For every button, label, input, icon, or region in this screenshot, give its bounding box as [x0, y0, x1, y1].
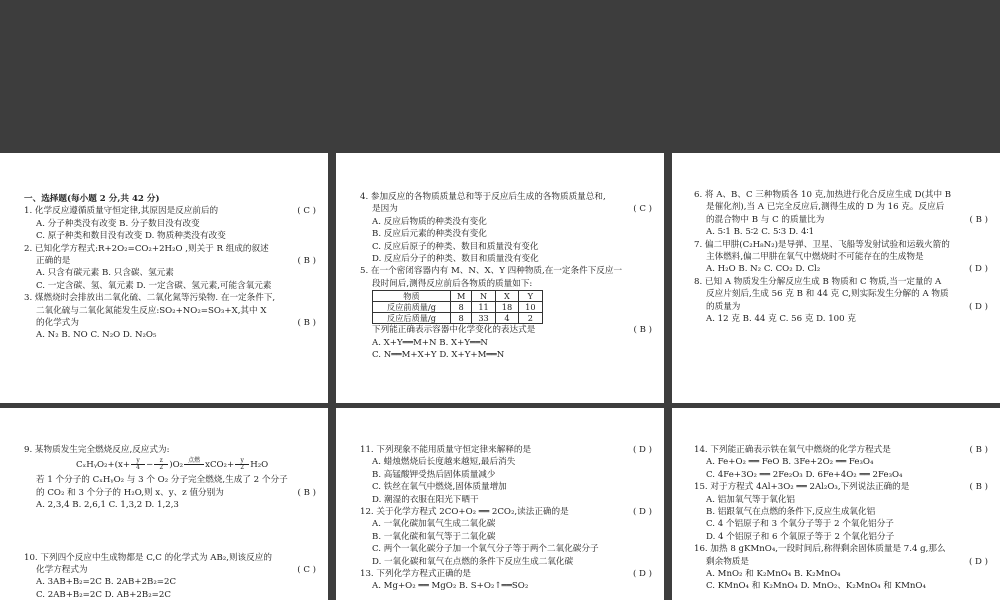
fraction-z-over-2: $\frac{z}{2}$ [154, 458, 168, 471]
question-text: 反应片刻后,生成 56 克 B 和 44 克 C,则实际发生分解的 A 物质 [706, 289, 949, 300]
question-text: A. Mg+O₂ ══ MgO₂ B. S+O₂↑══SO₂ [372, 581, 529, 592]
question-text: A. 只含有碳元素 B. 只含碳、氢元素 [36, 268, 174, 279]
table-cell: 反应前质量/g [373, 302, 451, 313]
p4b-line [24, 552, 316, 564]
p4b-line [24, 589, 316, 600]
p6-line [694, 469, 988, 481]
question-text: 16. 加热 8 gKMnO₄,一段时间后,称得剩余固体质量是 7.4 g,那么 [694, 544, 946, 555]
question-text: C. 2AB+B₂=2C D. AB+2B₂=2C [36, 589, 171, 600]
page-panel-1 [0, 153, 328, 403]
question-text: 3. 煤燃烧时会排放出二氧化硫、二氧化氮等污染物. 在一定条件下, [24, 293, 276, 304]
question-text: 11. 下列现象不能用质量守恒定律来解释的是 [360, 445, 532, 455]
p3-line [694, 189, 988, 201]
question-text: 12. 关于化学方程式 2CO+O₂ ══ 2CO₂,读法正确的是 [360, 507, 569, 518]
p3-line [694, 214, 988, 226]
p6-line [694, 444, 988, 456]
table-cell: Y [519, 291, 542, 302]
question-text: D. 潮湿的衣服在阳光下晒干 [372, 494, 479, 505]
answer-bracket: ( D ) [632, 445, 652, 455]
page-panel-3 [672, 153, 1000, 403]
question-text: A. 12 克 B. 44 克 C. 56 克 D. 100 克 [706, 314, 856, 325]
answer-bracket: ( C ) [297, 206, 316, 217]
question-text: 剩余物质是 [706, 556, 749, 567]
page-panel-6 [672, 408, 1000, 600]
question-text: 4. 参加反应的各物质质量总和等于反应后生成的各物质质量总和, [360, 192, 606, 202]
p6-line [694, 506, 988, 518]
question-text: 是因为 [372, 204, 398, 215]
question-text: 正确的是 [36, 256, 71, 267]
p1-line [24, 305, 316, 317]
p4-line [24, 487, 316, 499]
question-text: 14. 下列能正确表示铁在氧气中燃烧的化学方程式是 [694, 445, 891, 455]
section-heading: 一、选择题(每小题 2 分,共 42 分) [24, 194, 160, 204]
answer-bracket: ( D ) [632, 507, 652, 518]
table-cell: 反应后质量/g [373, 313, 451, 324]
p6-line [694, 531, 988, 543]
question-text: D. 4 个铝原子和 6 个氧原子等于 2 个氧化铝分子 [706, 531, 895, 542]
questions-11-13 [360, 444, 652, 593]
question-text: 13. 下列化学方程式正确的是 [360, 569, 471, 580]
question-text: 2. 已知化学方程式:R+2O₂=CO₂+2H₂O ,则关于 R 组成的叙述 [24, 243, 269, 254]
questions-4-5 [360, 191, 652, 361]
answer-bracket: ( C ) [633, 204, 652, 215]
question-text: 是催化剂),当 A 已完全反应后,测得生成的 D 为 16 克。反应后 [706, 202, 945, 213]
table-row [373, 291, 543, 302]
table-cell: M [450, 291, 471, 302]
question-text: 的质量为 [706, 301, 741, 312]
questions-14-16 [694, 444, 988, 593]
table-cell: 11 [472, 302, 495, 313]
answer-bracket: ( B ) [297, 487, 316, 498]
p1-line [24, 280, 316, 292]
table-cell: X [495, 291, 518, 302]
p4b-line [24, 564, 316, 576]
p3-line [694, 313, 988, 325]
question-text: A. 3AB+B₂=2C B. 2AB+2B₂=2C [36, 577, 177, 588]
answer-bracket: ( B ) [969, 482, 988, 493]
answer-bracket: ( C ) [297, 565, 316, 576]
answer-bracket: ( B ) [297, 318, 316, 329]
p2b-line [360, 324, 652, 336]
question-text: A. X+Y══M+N B. X+Y══N [372, 337, 488, 348]
question-text: A. 分子种类没有改变 B. 分子数目没有改变 [36, 218, 200, 229]
p2-line [360, 278, 652, 290]
question-text: C. KMnO₄ 和 K₂MnO₄ D. MnO₂、K₂MnO₄ 和 KMnO₄ [706, 581, 926, 592]
question-text: A. 一氧化碳加氧气生成二氧化碳 [372, 519, 496, 530]
p5-line [360, 580, 652, 592]
fraction-y-over-2: $\frac{y}{2}$ [235, 458, 249, 471]
p2-line [360, 228, 652, 240]
p5-line [360, 506, 652, 518]
mass-table [372, 290, 543, 324]
p1-line [24, 205, 316, 217]
page-panel-2 [336, 153, 664, 403]
answer-bracket: ( D ) [632, 569, 652, 580]
table-cell: 物质 [373, 291, 451, 302]
p1-line [24, 255, 316, 267]
p2b-line [360, 337, 652, 349]
p3-line [694, 239, 988, 251]
p6-line [694, 494, 988, 506]
reaction-condition: 点燃 [184, 458, 204, 471]
table-cell: N [472, 291, 495, 302]
question-text: 若 1 个分子的 CₓHᵧO₂ 与 3 个 O₂ 分子完全燃烧,生成了 2 个分子 [36, 475, 288, 486]
question-9-title: 9. 某物质发生完全燃烧反应,反应式为: [24, 445, 170, 455]
p5-line [360, 469, 652, 481]
question-text: C. 反应后原子的种类、数目和质量没有变化 [372, 241, 539, 252]
page-panel-5 [336, 408, 664, 600]
question-text: B. 高锰酸钾受热后固体质量减少 [372, 469, 496, 480]
question-text: 化学方程式为 [36, 565, 88, 576]
question-text: 段时间后,测得反应前后各物质的质量如下: [372, 278, 533, 289]
p1-line [24, 329, 316, 341]
question-text: C. 4 个铝原子和 3 个氧分子等于 2 个氧化铝分子 [706, 519, 894, 530]
question-text: B. 铝跟氧气在点燃的条件下,反应生成氧化铝 [706, 507, 876, 518]
question-text: 8. 已知 A 物质发生分解反应生成 B 物质和 C 物质,当一定量的 A [694, 276, 942, 287]
p2-line [360, 265, 652, 277]
p3-line [694, 201, 988, 213]
p1-line [24, 243, 316, 255]
p2b-line [360, 349, 652, 361]
question-text: A. H₂O B. N₂ C. CO₂ D. Cl₂ [706, 264, 821, 275]
answer-bracket: ( B ) [633, 325, 652, 336]
p5-line [360, 543, 652, 555]
question-text: 1. 化学反应遵循质量守恒定律,其原因是反应前后的 [24, 206, 219, 217]
answer-bracket: ( D ) [968, 264, 988, 275]
p2-line [360, 191, 652, 203]
answer-bracket: ( D ) [968, 301, 988, 312]
answer-bracket: ( B ) [969, 445, 988, 455]
questions-6-8 [694, 189, 988, 325]
table-cell: 4 [495, 313, 518, 324]
p1-line [24, 267, 316, 279]
p5-line [360, 444, 652, 456]
page-panel-4 [0, 408, 328, 600]
p4-line [24, 474, 316, 486]
question-text: A. 蜡烛燃烧后长度越来越短,最后消失 [372, 457, 516, 468]
p3-line [694, 301, 988, 313]
question-text: D. 一氧化碳和氧气在点燃的条件下反应生成二氧化碳 [372, 556, 574, 567]
answer-bracket: ( D ) [968, 556, 988, 567]
p5-line [360, 481, 652, 493]
question-text: 的 CO₂ 和 3 个分子的 H₂O,则 x、y、z 值分别为 [36, 487, 224, 498]
p6-line [694, 518, 988, 530]
question-text: 5. 在一个密闭容器内有 M、N、X、Y 四种物质,在一定条件下反应一 [360, 266, 623, 277]
p1-line [24, 317, 316, 329]
p2-line [360, 253, 652, 265]
p5-line [360, 556, 652, 568]
p5-line [360, 531, 652, 543]
question-text: C. 两个一氧化碳分子加一个氧气分子等于两个二氧化碳分子 [372, 544, 599, 555]
question-text: 6. 将 A、B、C 三种物质各 10 克,加热进行化合反应生成 D(其中 B [694, 190, 952, 200]
question-text: A. 2,3,4 B. 2,6,1 C. 1,3,2 D. 1,2,3 [36, 500, 179, 511]
p6-line [694, 568, 988, 580]
question-text: C. 4Fe+3O₂ ══ 2Fe₂O₃ D. 6Fe+4O₂ ══ 2Fe₃O₄ [706, 469, 903, 480]
p2-line [360, 241, 652, 253]
questions-9-10 [24, 444, 316, 600]
question-text: 15. 对于方程式 4Al+3O₂ ══ 2Al₂O₃,下列说法正确的是 [694, 482, 910, 493]
p2-line [360, 203, 652, 215]
p3-line [694, 276, 988, 288]
table-cell: 2 [519, 313, 542, 324]
question-text: A. 5∶1 B. 5∶2 C. 5∶3 D. 4∶1 [706, 227, 815, 238]
p6-line [694, 481, 988, 493]
question-text: 下列能正确表示容器中化学变化的表达式是 [372, 325, 536, 336]
p3-line [694, 263, 988, 275]
p3-line [694, 288, 988, 300]
p5-line [360, 568, 652, 580]
question-text: D. 反应后分子的种类、数目和质量没有变化 [372, 254, 539, 265]
table-row [373, 302, 543, 313]
p5-line [360, 494, 652, 506]
question-text: A. 铝加氧气等于氧化铝 [706, 494, 796, 505]
p6-line [694, 580, 988, 592]
table-cell: 10 [519, 302, 542, 313]
p1-line [24, 292, 316, 304]
answer-bracket: ( B ) [969, 214, 988, 225]
p5-line [360, 518, 652, 530]
p6-line [694, 556, 988, 568]
question-text: 主体燃料,偏二甲肼在氧气中燃烧时不可能存在的生成物是 [706, 252, 924, 263]
question-9-formula: CₓHᵧO₂+(x+ $\frac{y}{4}$ − $\frac{z}{2}$ )O₂ 点燃 xCO₂+ $\frac{y}{2}$ H₂O [76, 457, 269, 472]
answer-bracket: ( B ) [297, 256, 316, 267]
p6-line [694, 456, 988, 468]
question-text: A. N₂ B. NO C. N₂O D. N₂O₅ [36, 330, 157, 341]
p1-line [24, 230, 316, 242]
table-cell: 8 [450, 313, 471, 324]
question-text: A. 反应后物质的种类没有变化 [372, 216, 487, 227]
table-cell: 18 [495, 302, 518, 313]
table-cell: 8 [450, 302, 471, 313]
p3-line [694, 226, 988, 238]
p1-line [24, 218, 316, 230]
question-text: C. N══M+X+Y D. X+Y+M══N [372, 350, 505, 361]
question-text: 二氧化硫与二氧化氮能发生反应:SO₂+NO₂=SO₃+X,其中 X [36, 305, 267, 316]
question-text: 10. 下列四个反应中生成物都是 C,C 的化学式为 AB₂,则该反应的 [24, 552, 272, 563]
question-text: A. MnO₂ 和 K₂MnO₄ B. K₂MnO₄ [706, 569, 841, 580]
questions-1-3 [24, 193, 316, 342]
question-text: 的混合物中 B 与 C 的质量比为 [706, 214, 825, 225]
question-text: B. 一氧化碳和氧气等于二氧化碳 [372, 531, 496, 542]
question-text: 的化学式为 [36, 318, 79, 329]
table-row [373, 313, 543, 324]
p4-line [24, 499, 316, 511]
question-text: C. 原子种类和数目没有改变 D. 物质种类没有改变 [36, 231, 226, 242]
p2-line [360, 216, 652, 228]
question-text: 7. 偏二甲肼(C₂H₈N₂)是导弹、卫星、飞船等发射试验和运载火箭的 [694, 239, 950, 250]
question-text: B. 反应后元素的种类没有变化 [372, 229, 487, 240]
table-cell: 33 [472, 313, 495, 324]
p6-line [694, 543, 988, 555]
fraction-y-over-4: $\frac{y}{4}$ [131, 458, 145, 471]
question-text: C. 一定含碳、氢、氧元素 D. 一定含碳、氢元素,可能含氧元素 [36, 280, 272, 291]
p4b-line [24, 576, 316, 588]
question-text: A. Fe+O₂ ══ FeO B. 3Fe+2O₂ ══ Fe₃O₄ [706, 457, 874, 468]
p3-line [694, 251, 988, 263]
question-text: C. 铁丝在氧气中燃烧,固体质量增加 [372, 482, 507, 493]
p5-line [360, 456, 652, 468]
